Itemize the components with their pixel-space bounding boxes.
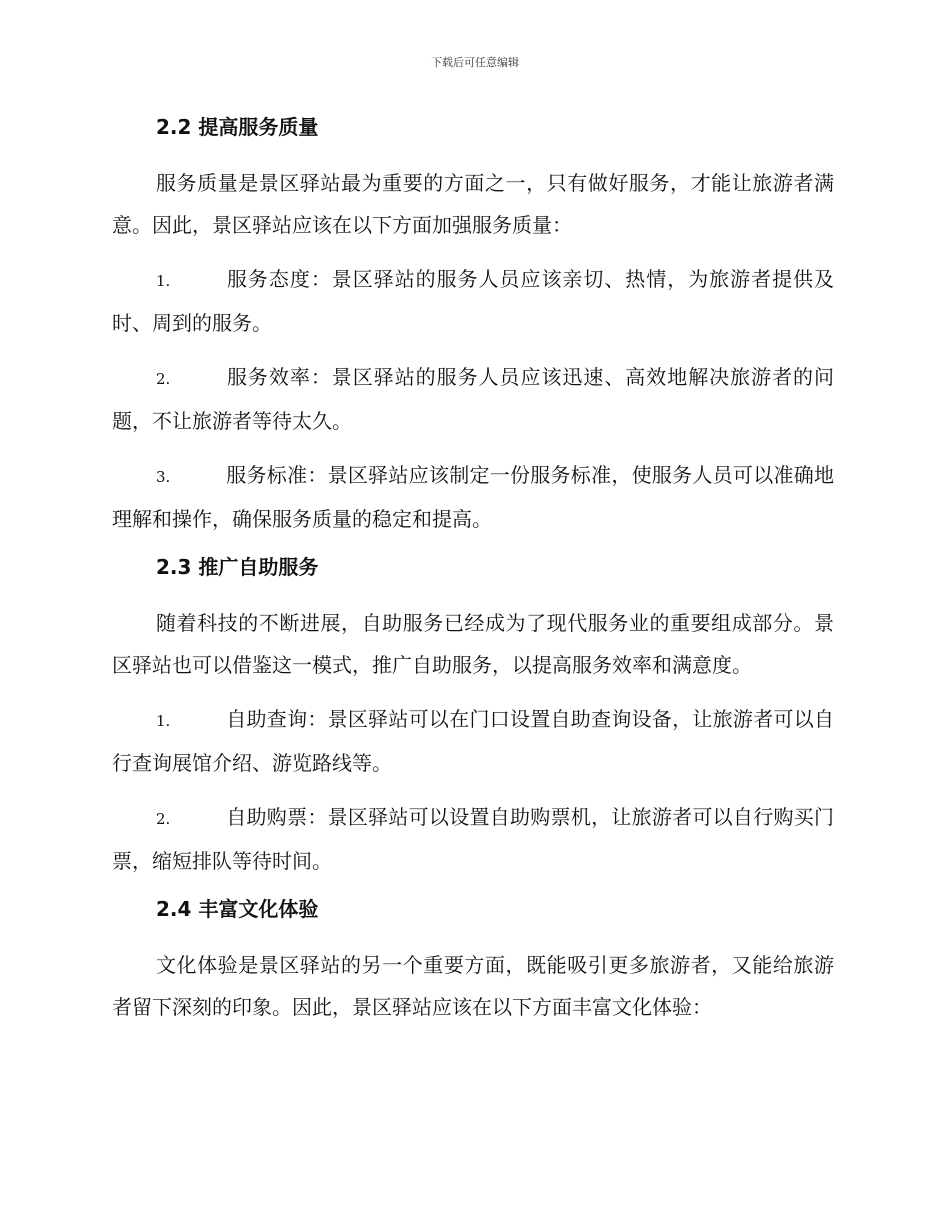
list-item-text: 自助购票：景区驿站可以设置自助购票机，让旅游者可以自行购买门票，缩短排队等待时间。 xyxy=(112,805,834,873)
list-item-text: 服务效率：景区驿站的服务人员应该迅速、高效地解决旅游者的问题，不让旅游者等待太久。 xyxy=(112,365,834,433)
list-item-text: 自助查询：景区驿站可以在门口设置自助查询设备，让旅游者可以自行查询展馆介绍、游览路线等。 xyxy=(112,707,834,775)
page-header: 下载后可任意编辑 xyxy=(431,56,519,69)
list-item xyxy=(112,454,834,540)
document-body xyxy=(112,112,834,1040)
list-item-number: 2. xyxy=(156,810,171,828)
list-item-number: 3. xyxy=(156,468,171,486)
list-item-number: 1. xyxy=(156,712,171,730)
list-item xyxy=(112,356,834,442)
list-item-text: 服务态度：景区驿站的服务人员应该亲切、热情，为旅游者提供及时、周到的服务。 xyxy=(112,267,834,335)
section-intro: 随着科技的不断进展，自助服务已经成为了现代服务业的重要组成部分。景区驿站也可以借鉴这一模式，推广自助服务，以提高服务效率和满意度。 xyxy=(112,611,834,677)
list-item xyxy=(112,258,834,344)
section-heading: 2.3 推广自助服务 xyxy=(156,555,319,579)
section-heading: 2.4 丰富文化体验 xyxy=(156,897,319,921)
section-intro: 文化体验是景区驿站的另一个重要方面，既能吸引更多旅游者，又能给旅游者留下深刻的印象。因此，景区驿站应该在以下方面丰富文化体验： xyxy=(112,953,834,1019)
section-heading: 2.2 提高服务质量 xyxy=(156,115,319,139)
list-item xyxy=(112,698,834,784)
list-item-number: 2. xyxy=(156,370,171,388)
list-item-number: 1. xyxy=(156,272,171,290)
section-intro: 服务质量是景区驿站最为重要的方面之一，只有做好服务，才能让旅游者满意。因此，景区驿站应该在以下方面加强服务质量： xyxy=(112,171,834,237)
list-item-text: 服务标准：景区驿站应该制定一份服务标准，使服务人员可以准确地理解和操作，确保服务质量的稳定和提高。 xyxy=(112,463,834,531)
list-item xyxy=(112,796,834,882)
